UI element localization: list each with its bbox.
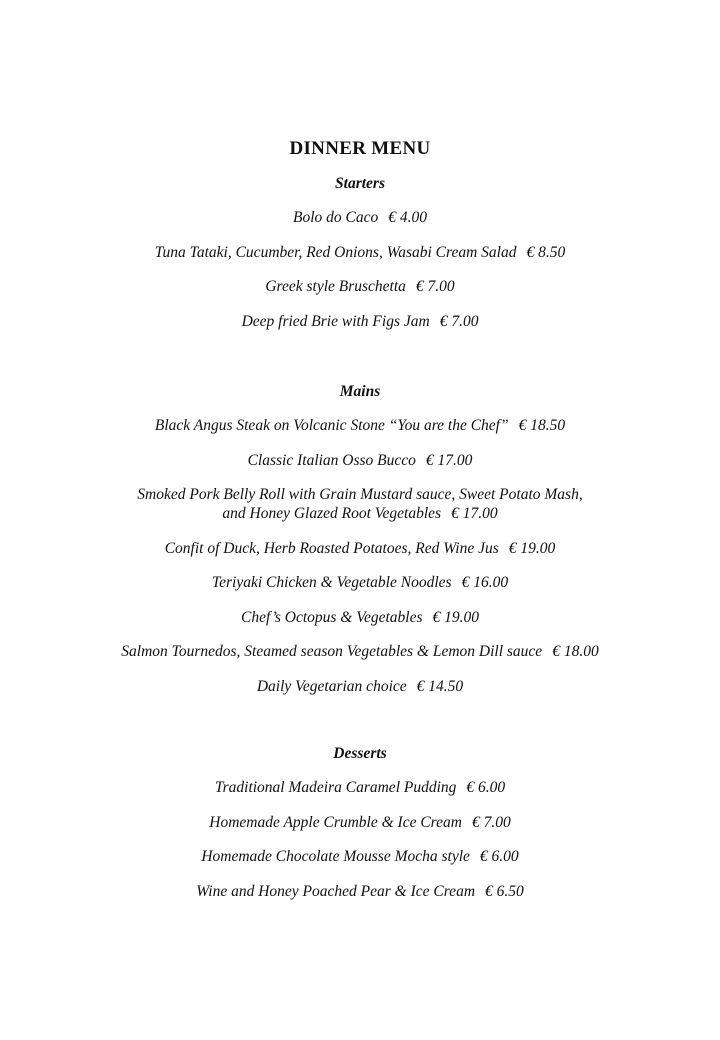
item-name: Daily Vegetarian choice bbox=[256, 677, 407, 695]
section-heading: Mains bbox=[339, 383, 381, 400]
item-price: € 18.50 bbox=[518, 417, 566, 434]
item-price: € 6.00 bbox=[479, 848, 519, 865]
item-price: € 7.00 bbox=[471, 813, 511, 831]
item-name: Traditional Madeira Caramel Pudding bbox=[214, 779, 457, 796]
item-name: Deep fried Brie with Figs Jam bbox=[241, 312, 430, 330]
item-name: Tuna Tataki, Cucumber, Red Onions, Wasabi Cream Salad bbox=[154, 243, 517, 261]
menu-item bbox=[0, 539, 720, 558]
menu-item bbox=[0, 243, 720, 262]
item-name: Black Angus Steak on Volcanic Stone “You are the Chef” bbox=[154, 417, 509, 434]
item-name: Salmon Tournedos, Steamed season Vegetables & Lemon Dill sauce bbox=[121, 643, 543, 660]
item-price: € 17.00 bbox=[425, 451, 473, 469]
item-name: Chef’s Octopus & Vegetables bbox=[240, 608, 423, 626]
item-name: Wine and Honey Poached Pear & Ice Cream bbox=[196, 882, 476, 900]
menu-item bbox=[0, 416, 720, 435]
item-price: € 6.00 bbox=[466, 779, 506, 796]
menu-item bbox=[0, 485, 720, 523]
menu-item bbox=[0, 642, 720, 661]
menu-item bbox=[0, 847, 720, 866]
menu-item bbox=[0, 677, 720, 696]
item-price: € 4.00 bbox=[388, 209, 427, 226]
item-price: € 17.00 bbox=[451, 505, 498, 522]
item-price: € 19.00 bbox=[508, 539, 556, 557]
menu-item bbox=[0, 608, 720, 627]
item-price: € 18.00 bbox=[552, 643, 599, 660]
menu-item bbox=[0, 312, 720, 331]
menu-item bbox=[0, 882, 720, 901]
menu-item bbox=[0, 573, 720, 592]
item-price: € 16.00 bbox=[461, 574, 509, 591]
item-price: € 8.50 bbox=[526, 243, 566, 261]
item-price: € 7.00 bbox=[439, 312, 479, 330]
menu-item bbox=[0, 277, 720, 296]
item-price: € 7.00 bbox=[415, 278, 455, 295]
item-name: Homemade Chocolate Mousse Mocha style bbox=[201, 848, 470, 865]
section-starters bbox=[0, 174, 720, 346]
item-name-continued: and Honey Glazed Root Vegetables bbox=[222, 505, 442, 522]
section-heading: Desserts bbox=[333, 745, 387, 762]
menu-item bbox=[0, 451, 720, 470]
item-name: Homemade Apple Crumble & Ice Cream bbox=[209, 813, 462, 831]
item-price: € 19.00 bbox=[432, 608, 480, 626]
item-price: € 14.50 bbox=[416, 677, 464, 695]
menu-title: DINNER MENU bbox=[289, 138, 431, 159]
item-name: Confit of Duck, Herb Roasted Potatoes, Red Wine Jus bbox=[164, 539, 499, 557]
section-mains bbox=[0, 382, 720, 711]
menu-item bbox=[0, 778, 720, 797]
item-price: € 6.50 bbox=[485, 882, 524, 900]
section-heading: Starters bbox=[335, 175, 385, 192]
item-name: Bolo do Caco bbox=[293, 209, 379, 226]
item-name: Smoked Pork Belly Roll with Grain Mustard sauce, Sweet Potato Mash, bbox=[137, 486, 583, 503]
item-name: Teriyaki Chicken & Vegetable Noodles bbox=[211, 574, 452, 591]
item-name: Classic Italian Osso Bucco bbox=[247, 451, 416, 469]
item-name: Greek style Bruschetta bbox=[265, 278, 406, 295]
menu-item bbox=[0, 208, 720, 227]
section-desserts bbox=[0, 744, 720, 916]
menu-item bbox=[0, 813, 720, 832]
